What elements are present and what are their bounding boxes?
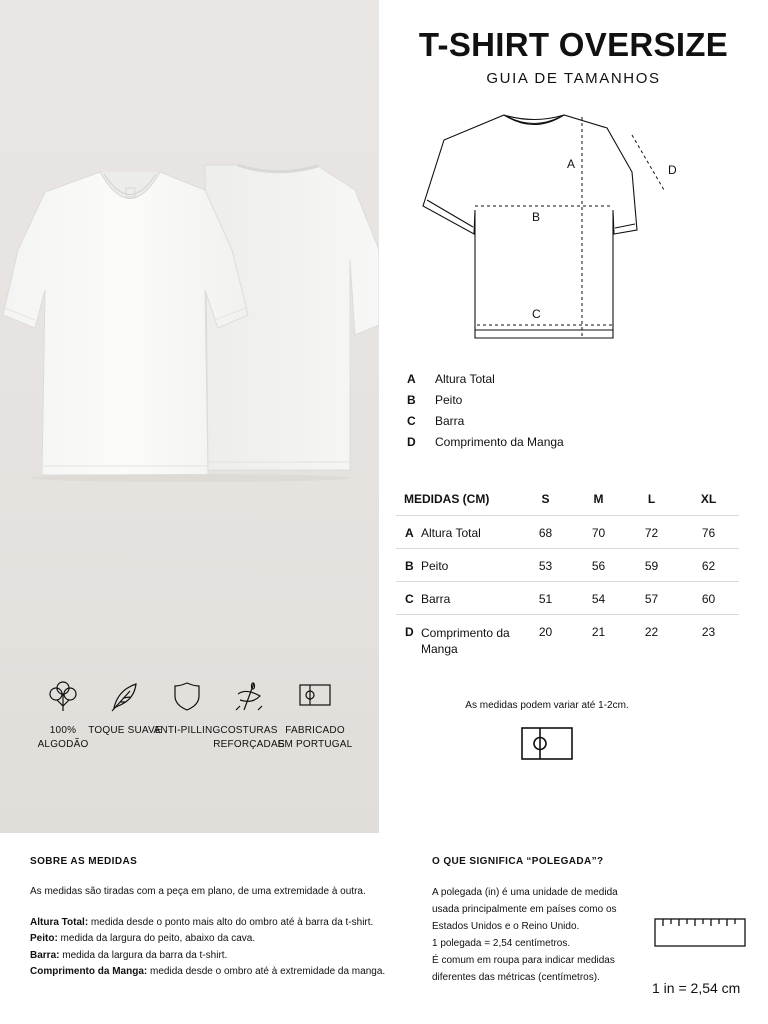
feature-label: FABRICADO EM PORTUGAL	[277, 725, 353, 750]
page-subtitle: GUIA DE TAMANHOS	[486, 70, 661, 87]
legend-key: B	[407, 392, 416, 407]
legend-item	[407, 431, 564, 452]
about-text: medida da largura do peito, abaixo da cava.	[57, 933, 256, 944]
row-value: 53	[519, 548, 572, 581]
legend-key: D	[407, 434, 416, 449]
inch-line: 1 polegada = 2,54 centímetros.	[432, 938, 571, 949]
inch-explainer	[432, 856, 742, 996]
feather-icon	[108, 680, 142, 712]
measurement-legend	[407, 368, 564, 452]
table-header-size: L	[647, 491, 656, 506]
about-text: medida desde o ponto mais alto do ombro até à barra da t-shirt.	[88, 916, 374, 928]
legend-label: Altura Total	[435, 371, 495, 386]
feature-item	[277, 680, 353, 752]
ruler-label: 1 in = 2,54 cm	[652, 980, 741, 996]
row-value: 21	[572, 614, 625, 660]
table-row	[396, 581, 739, 614]
feature-item	[211, 680, 287, 752]
about-intro: As medidas são tiradas com a peça em plano, de uma extremidade à outra.	[30, 886, 366, 897]
legend-key: C	[407, 413, 416, 428]
table-row	[396, 614, 739, 660]
table-header-size: XL	[700, 491, 717, 506]
row-key: B	[396, 548, 421, 581]
diagram-label-d: D	[668, 163, 677, 177]
table-row	[396, 515, 739, 548]
row-value: 59	[625, 548, 678, 581]
feature-label: COSTURAS REFORÇADAS	[213, 725, 285, 750]
shield-icon	[170, 680, 204, 712]
legend-item	[407, 410, 564, 431]
info-section	[0, 833, 768, 1024]
row-value: 60	[678, 581, 739, 614]
size-guide-panel	[379, 0, 768, 833]
diagram-label-b: B	[532, 210, 541, 224]
product-photo-panel	[0, 0, 379, 833]
inch-line: A polegada (in) é uma unidade de medida usada principalmente em países como os Estados Unidos e o Reino Unido.	[432, 887, 618, 932]
diagram-label-c: C	[532, 307, 541, 321]
ruler-icon	[654, 918, 746, 948]
row-value: 51	[519, 581, 572, 614]
about-term: Altura Total:	[30, 916, 89, 928]
row-value: 22	[625, 614, 678, 660]
feature-label: ANTI-PILLING	[153, 725, 221, 736]
about-term: Barra:	[30, 949, 60, 961]
legend-key: A	[407, 371, 416, 386]
table-header-row	[396, 487, 739, 515]
row-key: A	[396, 515, 421, 548]
row-key: C	[396, 581, 421, 614]
page-title: T-SHIRT OVERSIZE	[418, 26, 729, 63]
row-value: 20	[519, 614, 572, 660]
row-value: 70	[572, 515, 625, 548]
row-name-cell	[421, 614, 519, 660]
feature-list	[25, 680, 370, 770]
inch-line: É comum em roupa para indicar medidas diferentes das métricas (centímetros).	[432, 955, 615, 983]
about-term: Peito:	[30, 933, 58, 944]
row-name: Comprimento da Manga	[421, 625, 510, 656]
about-item	[30, 915, 410, 932]
about-text: medida da largura da barra da t-shirt.	[59, 949, 228, 961]
row-value: 68	[519, 515, 572, 548]
table-header-measure: MEDIDAS (CM)	[404, 491, 490, 506]
legend-label: Comprimento da Manga	[435, 434, 564, 449]
row-value: 57	[625, 581, 678, 614]
table-row	[396, 548, 739, 581]
legend-item	[407, 389, 564, 410]
tshirt-photo	[0, 150, 379, 490]
tshirt-measurement-diagram	[419, 110, 689, 345]
diagram-label-a: A	[567, 157, 576, 171]
portugal-flag-icon	[298, 680, 332, 712]
feature-label: 100% ALGODÃO	[37, 725, 89, 750]
row-value: 56	[572, 548, 625, 581]
size-table	[396, 487, 739, 660]
row-value: 54	[572, 581, 625, 614]
about-term: Comprimento da Manga:	[30, 966, 148, 977]
row-name: Peito	[421, 548, 519, 581]
legend-label: Barra	[435, 413, 465, 428]
row-name: Altura Total	[421, 515, 519, 548]
portugal-flag-icon	[521, 727, 573, 761]
legend-label: Peito	[435, 392, 463, 407]
row-value: 76	[678, 515, 739, 548]
about-measurements	[30, 856, 410, 981]
row-value: 72	[625, 515, 678, 548]
row-value: 62	[678, 548, 739, 581]
inch-heading: O QUE SIGNIFICA “POLEGADA”?	[432, 856, 604, 867]
about-item	[30, 964, 410, 981]
row-name: Barra	[421, 581, 519, 614]
feature-label: TOQUE SUAVE	[88, 725, 162, 736]
about-heading: SOBRE AS MEDIDAS	[30, 856, 138, 867]
cotton-icon	[46, 680, 80, 712]
legend-item	[407, 368, 564, 389]
table-header-size: M	[593, 491, 604, 506]
about-item	[30, 948, 410, 965]
about-text: medida desde o ombro até à extremidade da manga.	[147, 966, 386, 977]
row-value: 23	[678, 614, 739, 660]
table-header-size: S	[541, 491, 550, 506]
row-key: D	[396, 614, 421, 660]
about-item	[30, 931, 410, 948]
needle-thread-icon	[232, 680, 266, 712]
variation-note: As medidas podem variar até 1-2cm.	[465, 700, 629, 711]
